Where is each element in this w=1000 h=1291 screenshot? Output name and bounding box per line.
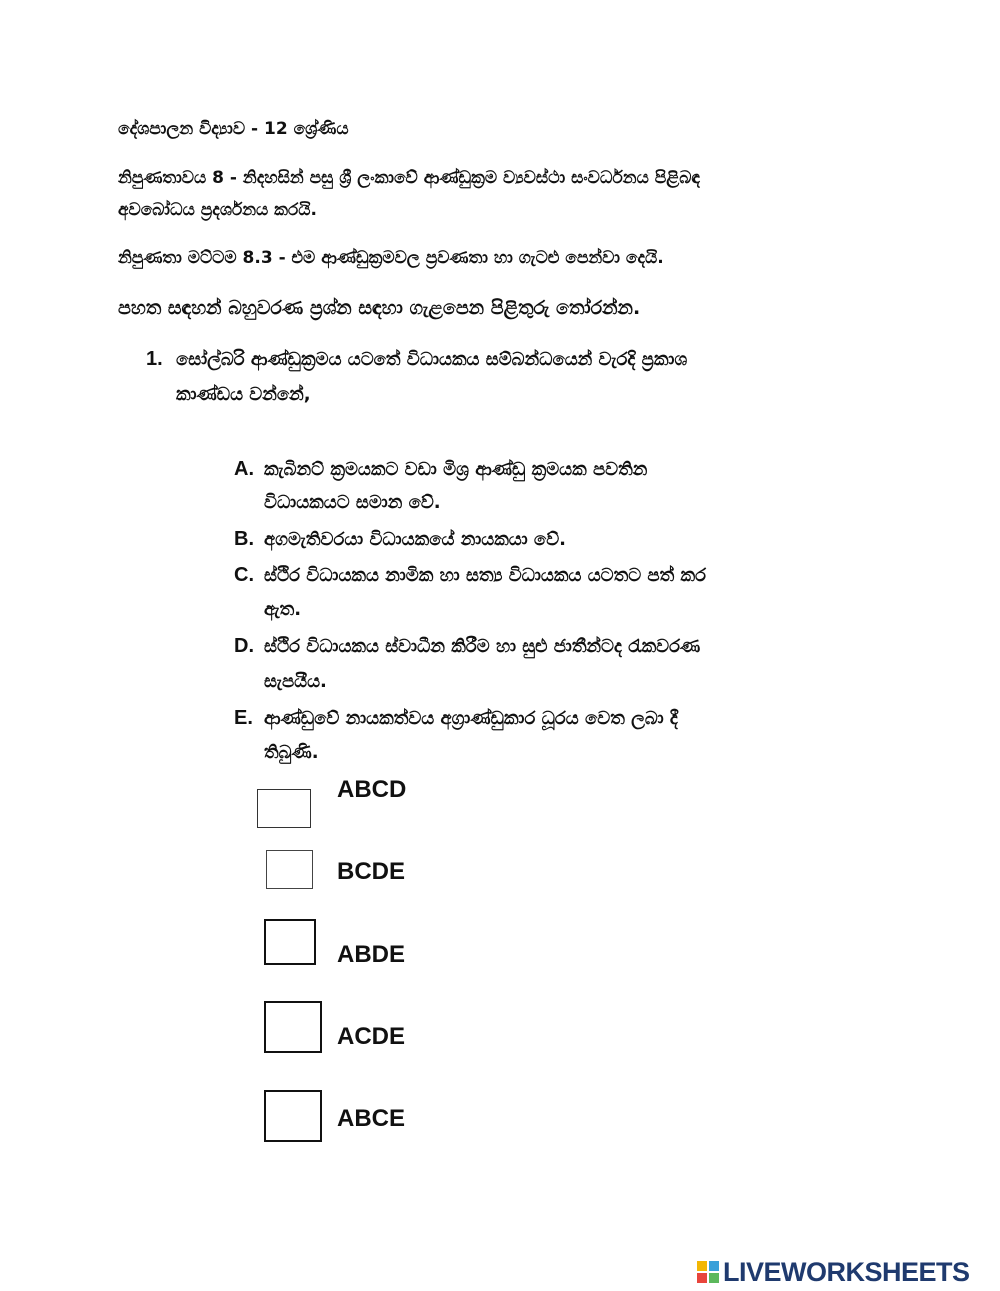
checkbox-abce[interactable] [264,1090,322,1142]
liveworksheets-logo [697,1257,970,1287]
choice-label-abcd: ABCD [337,776,407,803]
option-a-line-2: විධායකයට සමාන වේ. [264,492,441,513]
competency-line-1: නිපුණතාවය 8 - නිදහසින් පසු ශ්‍රී ලංකාවේ ආණ්ඩුක්‍රම ව්‍යවස්ථා සංවර්ධනය පිළිබඳ [118,168,701,188]
checkbox-acde[interactable] [264,1001,322,1053]
question-text-line-2: කාණ්ඩය වන්නේ, [176,384,311,405]
question-text-line-1: සෝල්බරි ආණ්ඩුක්‍රමය යටතේ විධායකය සම්බන්ධයෙන් වැරදි ප්‍රකාශ [176,349,688,370]
question-number: 1. [146,348,163,370]
option-letter-c: C. [234,564,254,586]
choice-label-acde: ACDE [337,1023,406,1050]
option-e-line-1: ආණ්ඩුවේ නායකත්වය අග්‍රාණ්ඩුකාර ධූරය වෙත ලබා දී [264,708,678,729]
option-letter-b: B. [234,528,254,550]
competency-line-2: අවබෝධය ප්‍රදර්ශනය කරයි. [118,200,317,220]
logo-blocks-icon [697,1261,719,1283]
option-c-line-2: ඇත. [264,599,302,620]
competency-level: නිපුණතා මට්ටම 8.3 - එම ආණ්ඩුක්‍රමවල ප්‍රවණතා හා ගැටළු පෙන්වා දෙයි. [118,248,664,268]
subject-heading: දේශපාලන විද්‍යාව - 12 ශ්‍රේණිය [118,119,349,139]
checkbox-abcd[interactable] [257,789,311,828]
option-e-line-2: තිබුණි. [264,742,319,763]
option-d-line-1: ස්ථිර විධායකය ස්වාධීන කිරීම හා සුළු ජාතීන්ටද රැකවරණ [264,636,701,657]
checkbox-abde[interactable] [264,919,316,965]
option-letter-e: E. [234,707,253,729]
option-a-line-1: කැබිනට් ක්‍රමයකට වඩා මිශ්‍ර ආණ්ඩු ක්‍රමයක පවතින [264,459,648,480]
option-c-line-1: ස්ථිර විධායකය නාමික හා සත්‍ය විධායකය යටතට පත් කර [264,565,706,586]
option-letter-d: D. [234,635,254,657]
choice-label-abce: ABCE [337,1105,406,1132]
choice-label-bcde: BCDE [337,858,406,885]
logo-text: LIVEWORKSHEETS [723,1256,970,1287]
instruction-text: පහත සඳහන් බහුවරණ ප්‍රශ්න සඳහා ගැළපෙන පිළිතුරු තෝරන්න. [118,297,641,319]
option-letter-a: A. [234,458,254,480]
option-b-line-1: අගමැතිවරයා විධායකයේ නායකයා වේ. [264,529,566,550]
checkbox-bcde[interactable] [266,850,313,889]
choice-label-abde: ABDE [337,941,406,968]
option-d-line-2: සැපයීය. [264,671,327,692]
